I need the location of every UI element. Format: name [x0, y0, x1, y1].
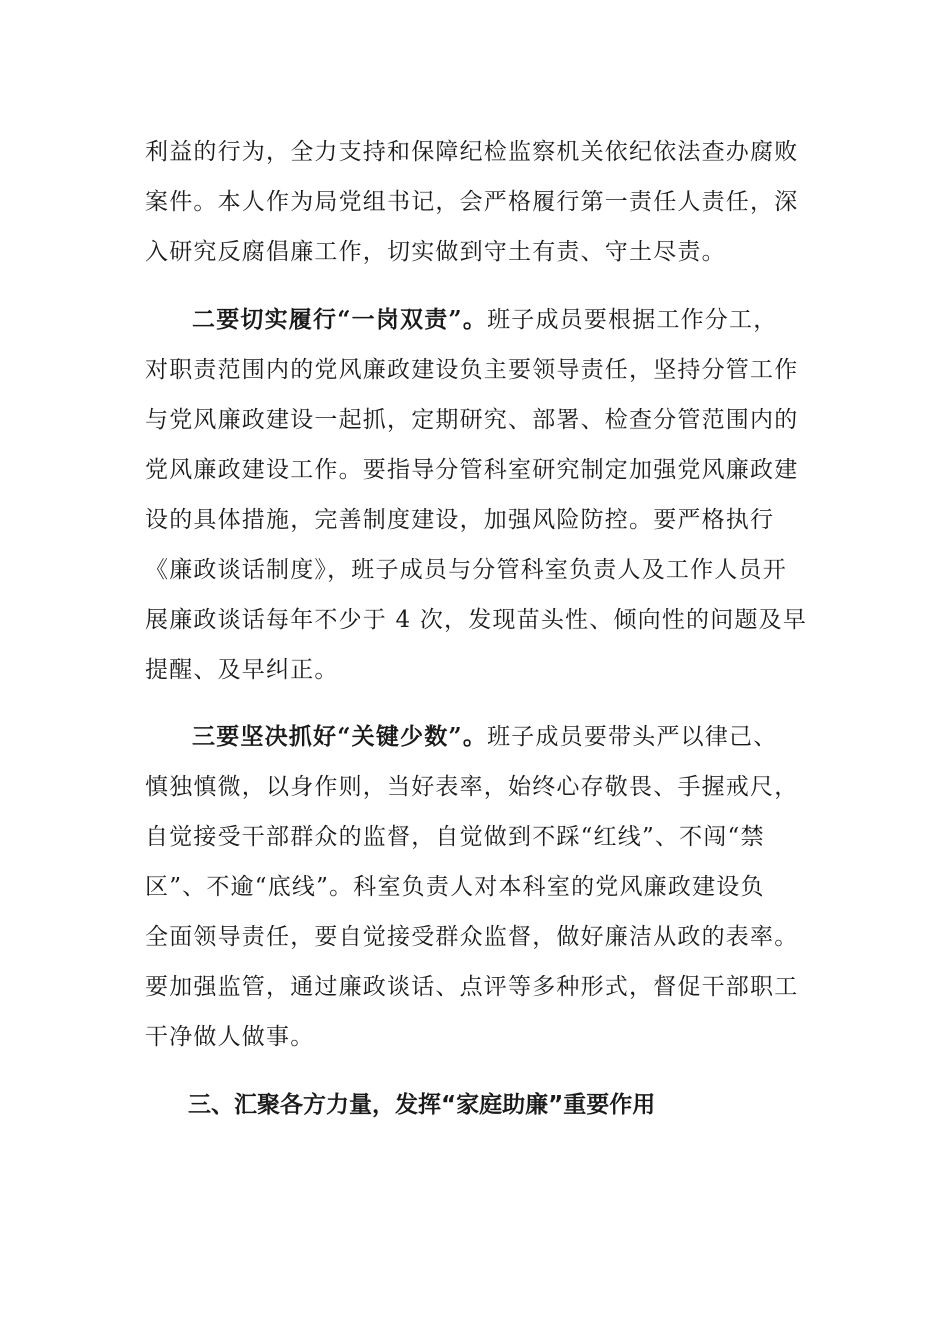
paragraph-line: 《廉政谈话制度》，班子成员与分管科室负责人及工作人员开 — [145, 557, 787, 583]
paragraph-line: 与党风廉政建设一起抓，定期研究、部署、检查分管范围内的 — [145, 407, 799, 433]
paragraph-first-line — [192, 720, 795, 754]
paragraph-line: 提醒、及早纠正。 — [145, 657, 339, 683]
paragraph-line: 展廉政谈话每年不少于 4 次，发现苗头性、倾向性的问题及早 — [145, 607, 808, 633]
paragraph-line: 自觉接受干部群众的监督，自觉做到不踩“红线”、不闯“禁 — [145, 824, 765, 850]
paragraph-line: 入研究反腐倡廉工作，切实做到守土有责、守土尽责。 — [145, 239, 726, 265]
paragraph-lead: 三要坚决抓好“关键少数”。 — [192, 723, 488, 750]
paragraph-text: 班子成员要根据工作分工， — [487, 307, 778, 333]
paragraph-line: 案件。本人作为局党组书记，会严格履行第一责任人责任，深 — [145, 189, 799, 215]
paragraph-first-line — [192, 303, 795, 337]
paragraph-line: 全面领导责任，要自觉接受群众监督，做好廉洁从政的表率。 — [145, 924, 799, 950]
paragraph-line: 慎独慎微，以身作则，当好表率，始终心存敬畏、手握戒尺， — [145, 774, 799, 800]
paragraph-line: 利益的行为，全力支持和保障纪检监察机关依纪依法查办腐败 — [145, 139, 799, 165]
paragraph-lead: 二要切实履行“一岗双责”。 — [192, 306, 488, 333]
paragraph-line: 要加强监管，通过廉政谈话、点评等多种形式，督促干部职工 — [145, 974, 799, 1000]
section-heading: 三、汇聚各方力量，发挥“家庭助廉”重要作用 — [188, 1092, 656, 1118]
paragraph-line: 对职责范围内的党风廉政建设负主要领导责任，坚持分管工作 — [145, 357, 799, 383]
paragraph-line: 设的具体措施，完善制度建设，加强风险防控。要严格执行 — [145, 507, 775, 533]
paragraph-text: 班子成员要带头严以律己、 — [487, 724, 778, 750]
paragraph-line: 干净做人做事。 — [145, 1024, 315, 1050]
paragraph-line: 党风廉政建设工作。要指导分管科室研究制定加强党风廉政建 — [145, 457, 799, 483]
paragraph-line: 区”、不逾“底线”。科室负责人对本科室的党风廉政建设负 — [145, 874, 765, 900]
